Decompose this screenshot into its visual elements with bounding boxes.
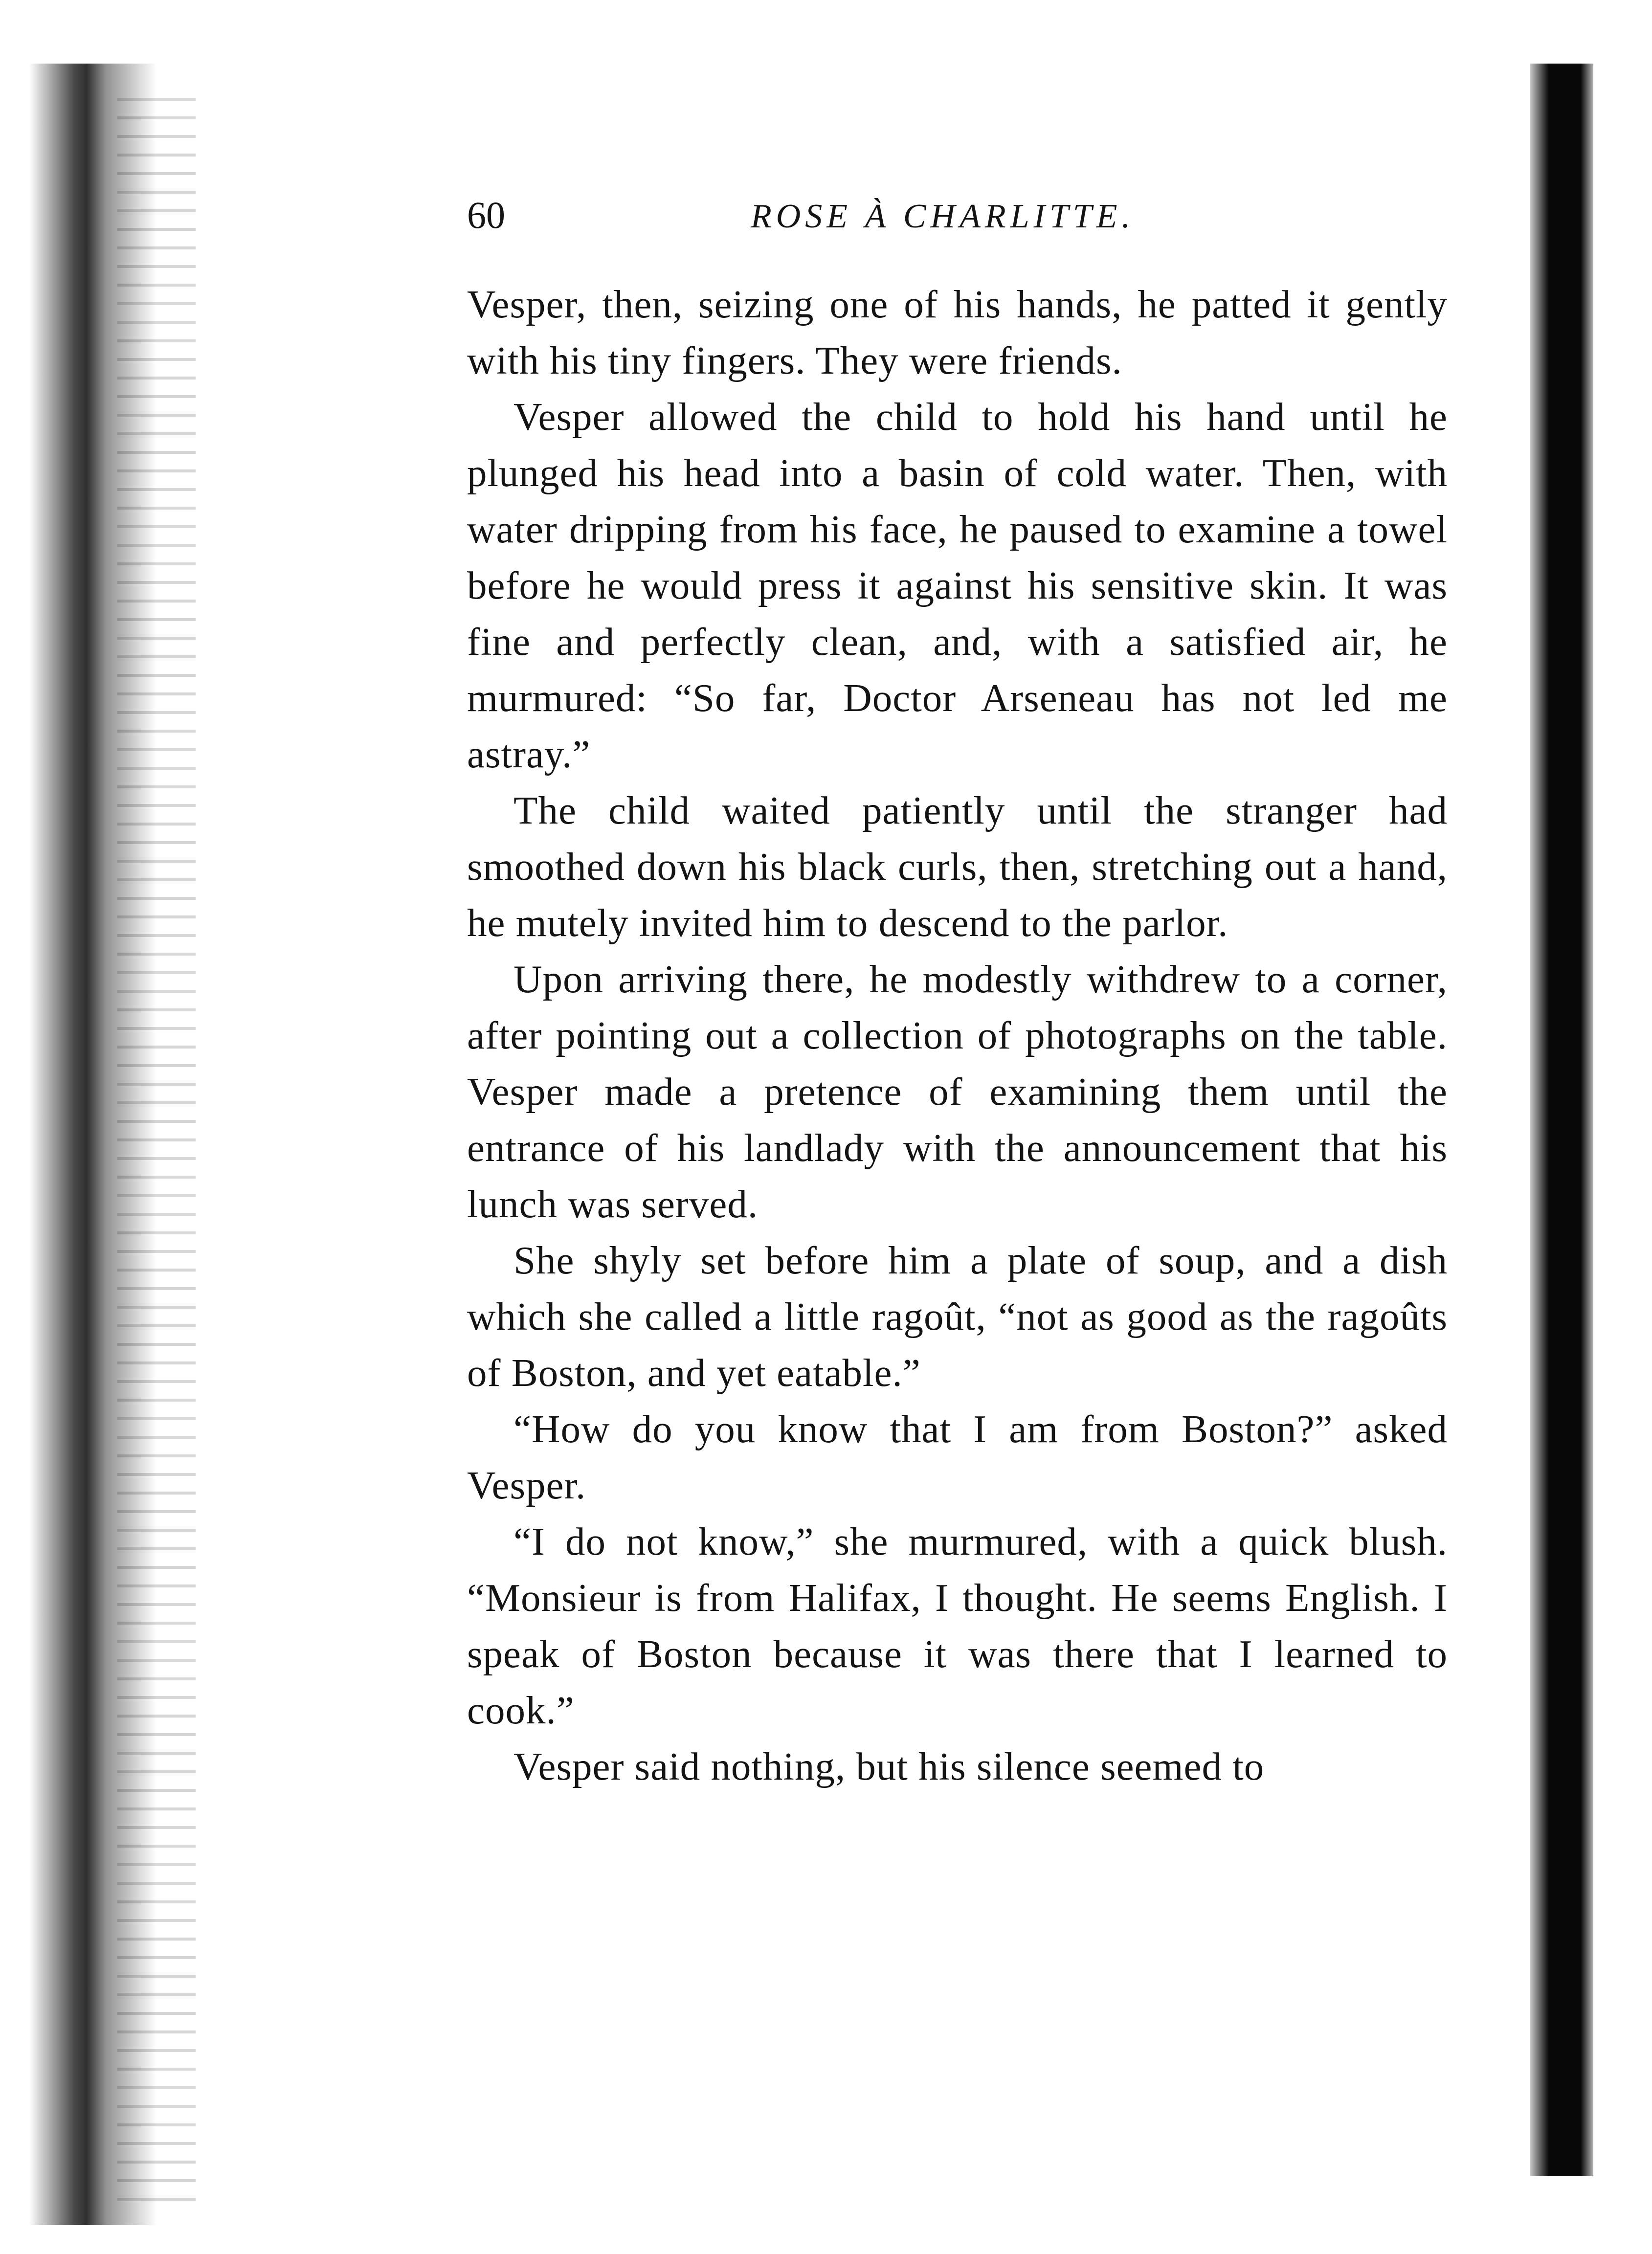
paragraph: “I do not know,” she murmured, with a quick blush. “Monsieur is from Halifax, I thought. He seems English. I speak of Boston because it was there that I learned to cook.”	[467, 1519, 1448, 1732]
page-body	[467, 276, 1448, 1795]
paragraph: The child waited patiently until the stranger had smoothed down his black curls, then, stretching out a hand, he mutely invited him to descend to the parlor.	[467, 788, 1448, 945]
paragraph: Upon arriving there, he modestly withdrew to a corner, after pointing out a collection of photographs on the table. Vesper made a pretence of examining them until the entrance of his landlady with the announcement that his lunch was served.	[467, 957, 1448, 1226]
scan-shadow-right	[1530, 64, 1593, 2176]
page-number: 60	[467, 194, 505, 236]
running-title: ROSE À CHARLITTE.	[751, 198, 1135, 235]
paragraph-final: Vesper said nothing, but his silence seemed to	[513, 1744, 1265, 1788]
book-page	[467, 193, 1448, 1795]
page-header	[467, 193, 1448, 247]
paragraph: Vesper allowed the child to hold his hand until he plunged his head into a basin of cold water. Then, with water dripping from his face, he paused to examine a towel before he would press it against his sensitive skin. It was fine and perfectly clean, and, with a satisfied air, he murmured: “So far, Doctor Arseneau has not led me astray.”	[467, 395, 1448, 776]
scan-speckle-left	[117, 98, 196, 2201]
paragraph: She shyly set before him a plate of soup, and a dish which she called a little ragoût, “not as good as the ragoûts of Boston, and yet eatable.”	[467, 1238, 1448, 1395]
paragraph-continued: Vesper, then, seizing one of his hands, he patted it gently with his tiny fingers. They were friends.	[467, 282, 1448, 382]
paragraph: “How do you know that I am from Boston?” asked Vesper.	[467, 1407, 1448, 1507]
